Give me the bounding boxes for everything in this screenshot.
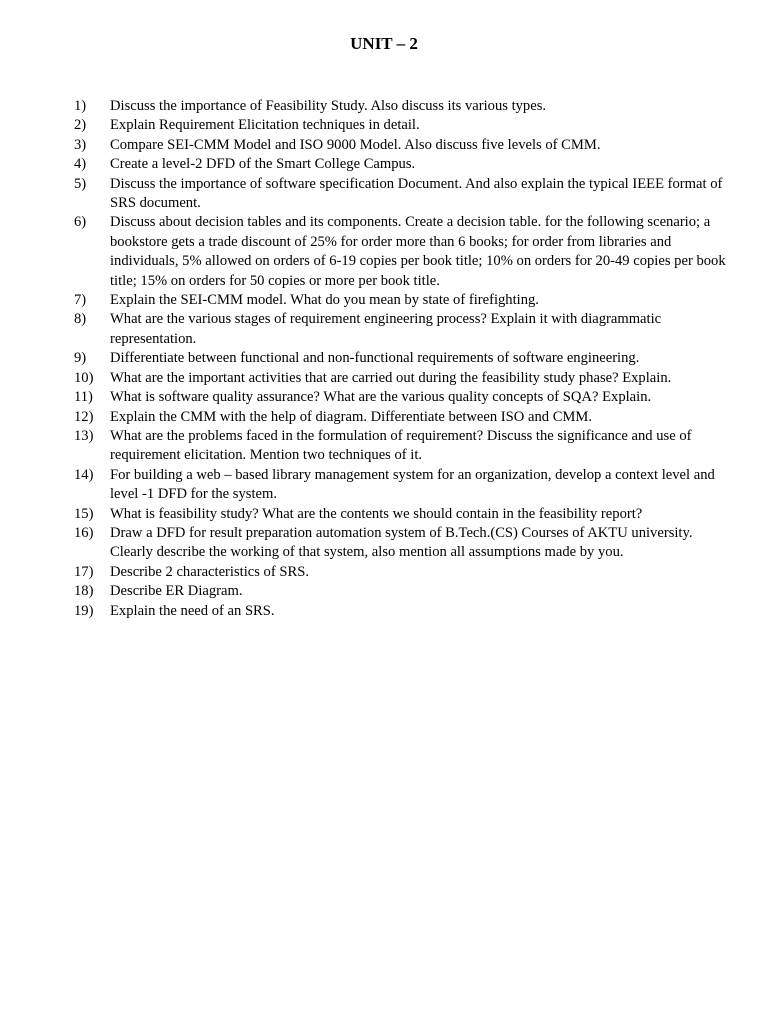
question-number: 5) [74, 175, 87, 192]
question-text: What are the problems faced in the formulation of requirement? Discuss the significance and use of requirement elicitation. Mention two techniques of it. [110, 427, 692, 464]
question-number: 6) [74, 214, 87, 231]
question-item [74, 136, 738, 155]
question-number: 7) [74, 292, 87, 309]
question-text: Draw a DFD for result preparation automation system of B.Tech.(CS) Courses of AKTU university. Clearly describe the working of that system, also mention all assumptions made by you. [110, 524, 693, 561]
question-item [74, 175, 738, 214]
question-item [74, 310, 738, 349]
question-item [74, 388, 738, 407]
question-item [74, 466, 738, 505]
question-number: 3) [74, 136, 87, 153]
question-text: Explain Requirement Elicitation techniques in detail. [110, 117, 420, 134]
question-text: Describe ER Diagram. [110, 583, 243, 600]
question-number: 16) [74, 524, 94, 541]
question-item [74, 155, 738, 174]
question-list [74, 97, 738, 621]
question-item [74, 524, 738, 563]
question-text: Discuss the importance of software specification Document. And also explain the typical IEEE format of SRS document. [110, 175, 723, 212]
question-item [74, 213, 738, 291]
question-text: Explain the SEI-CMM model. What do you mean by state of firefighting. [110, 292, 539, 309]
question-text: Explain the CMM with the help of diagram. Differentiate between ISO and CMM. [110, 408, 593, 425]
question-number: 11) [74, 389, 93, 406]
question-number: 10) [74, 369, 94, 386]
question-item [74, 582, 738, 601]
question-item [74, 291, 738, 310]
question-text: Describe 2 characteristics of SRS. [110, 563, 309, 580]
question-number: 14) [74, 466, 94, 483]
question-text: Compare SEI-CMM Model and ISO 9000 Model. Also discuss five levels of CMM. [110, 136, 601, 153]
question-text: What are the various stages of requirement engineering process? Explain it with diagrammatic representation. [110, 311, 662, 347]
question-number: 18) [74, 583, 94, 600]
question-number: 8) [74, 311, 87, 328]
question-number: 13) [74, 427, 94, 444]
question-item [74, 602, 738, 621]
question-text: Explain the need of an SRS. [110, 602, 275, 619]
page-title: UNIT – 2 [350, 34, 418, 53]
question-text: What are the important activities that are carried out during the feasibility study phase? Explain. [110, 369, 672, 386]
question-item [74, 505, 738, 524]
question-item [74, 369, 738, 388]
question-item [74, 116, 738, 135]
question-text: Discuss about decision tables and its components. Create a decision table. for the following scenario; a bookstore gets a trade discount of 25% for order more than 6 books; for order from libraries and individuals, 5% allowed on orders of 6-19 copies per book title; 10% on orders for 20-49 copies per book title; 15% on orders for 50 copies or more per book title. [110, 214, 726, 289]
question-item [74, 563, 738, 582]
question-text: Create a level-2 DFD of the Smart College Campus. [110, 156, 416, 173]
question-item [74, 97, 738, 116]
question-number: 9) [74, 350, 87, 367]
question-text: Discuss the importance of Feasibility Study. Also discuss its various types. [110, 98, 547, 114]
question-number: 19) [74, 602, 94, 619]
question-text: Differentiate between functional and non-functional requirements of software engineering. [110, 350, 640, 367]
question-number: 2) [74, 117, 87, 134]
question-text: What is feasibility study? What are the contents we should contain in the feasibility report? [110, 505, 643, 522]
question-text: For building a web – based library management system for an organization, develop a context level and level -1 DFD for the system. [110, 466, 715, 503]
question-item [74, 408, 738, 427]
question-number: 1) [74, 98, 87, 114]
question-number: 4) [74, 156, 87, 173]
question-number: 12) [74, 408, 94, 425]
question-item [74, 427, 738, 466]
question-number: 17) [74, 563, 94, 580]
question-text: What is software quality assurance? What are the various quality concepts of SQA? Explain. [110, 389, 652, 406]
question-item [74, 349, 738, 368]
question-number: 15) [74, 505, 94, 522]
